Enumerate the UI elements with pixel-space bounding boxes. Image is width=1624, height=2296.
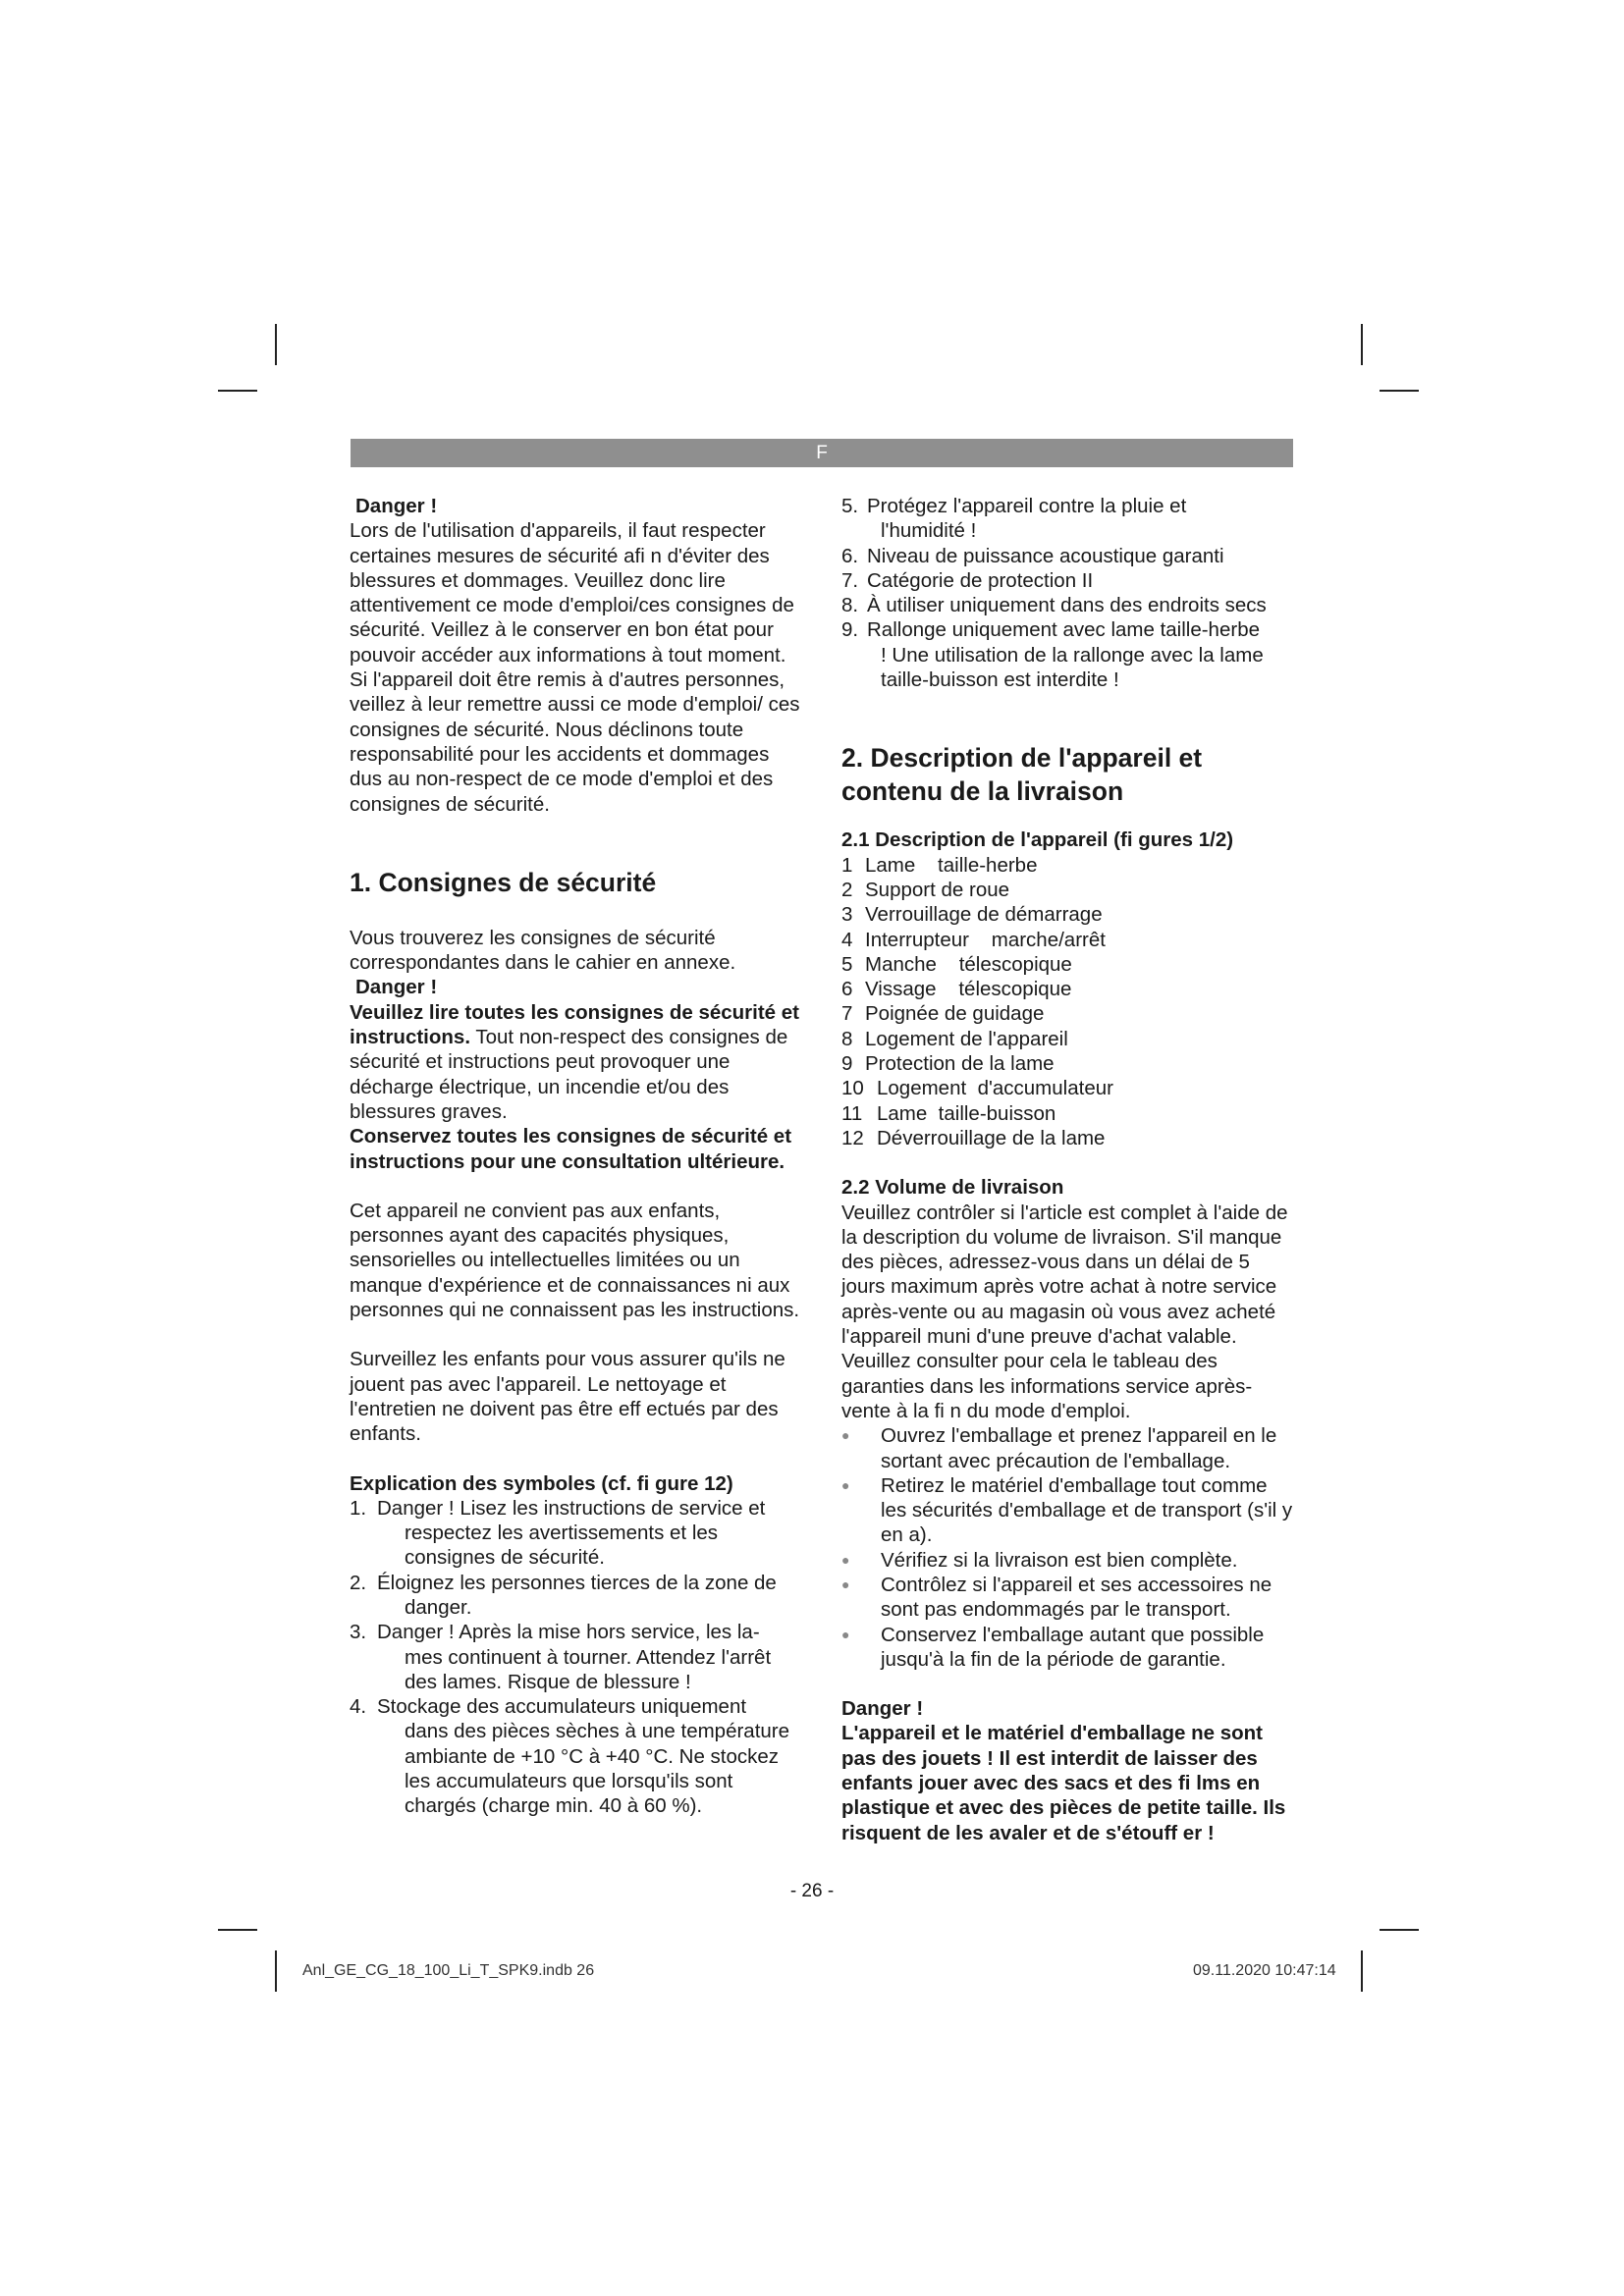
list-item-text: Logement d'accumulateur (877, 1077, 1113, 1100)
list-item (841, 1473, 1295, 1548)
crop-mark (275, 1950, 277, 1992)
list-item (841, 952, 1295, 977)
list-item-number: 1 (841, 853, 853, 877)
crop-mark (1361, 1950, 1363, 1992)
list-item-number: 9. (841, 618, 859, 642)
danger-instructions-text: Tout non-respect des consignes de sécurité et instructions peut provoquer une décharge électrique, un incendie et/ou des blessures graves. (350, 1026, 788, 1123)
danger-instructions-bold: Veuillez lire toutes les consignes de sécurité et instructions. (350, 1000, 800, 1049)
list-item-number: 11 (841, 1101, 863, 1125)
right-column (841, 494, 1295, 1845)
list-item (841, 902, 1295, 927)
list-item-text: Support de roue (865, 878, 1010, 901)
list-item (841, 1101, 1295, 1126)
bullet-icon: ● (841, 1626, 850, 1642)
list-item (841, 593, 1295, 617)
list-item (350, 1571, 804, 1621)
list-item-number: 7. (841, 568, 859, 592)
list-item-number: 2. (350, 1571, 367, 1594)
list-item (841, 617, 1295, 692)
list-item-text: Stockage des accumulateurs uniquement (377, 1695, 747, 1719)
list-item (841, 928, 1295, 952)
subsection-2-2-title: 2.2 Volume de livraison (841, 1176, 1064, 1200)
list-item-text: Niveau de puissance acoustique garanti (867, 544, 1224, 567)
list-item-text: Conservez l'emballage autant que possible jusqu'à la fin de la période de garantie. (881, 1623, 1265, 1671)
list-item-number: 4. (350, 1695, 367, 1719)
list-item-text: Logement de l'appareil (865, 1027, 1068, 1050)
list-item-text: À utiliser uniquement dans des endroits secs (867, 594, 1267, 617)
list-item-text: Vérifiez si la livraison est bien complète. (881, 1548, 1238, 1572)
symbols-list-continued (841, 494, 1295, 692)
list-item (841, 977, 1295, 1001)
language-label: F (816, 443, 828, 463)
list-item-text: Contrôlez si l'appareil et ses accessoires ne sont pas endommagés par le transport. (881, 1573, 1272, 1622)
language-header-bar (351, 439, 1293, 467)
list-item-text: Lame taille-buisson (877, 1101, 1056, 1125)
list-item-text: mes continuent à tourner. Attendez l'arrêt des lames. Risque de blessure ! (405, 1645, 772, 1693)
list-item (841, 1573, 1295, 1623)
list-item (841, 494, 1295, 544)
bullet-icon: ● (841, 1427, 850, 1444)
list-item-text: danger. (405, 1595, 472, 1619)
bullet-icon: ● (841, 1551, 850, 1568)
list-item-number: 3 (841, 903, 853, 927)
crop-mark (275, 324, 277, 365)
list-item-text: Protection de la lame (865, 1052, 1055, 1076)
footer-file-name: Anl_GE_CG_18_100_Li_T_SPK9.indb 26 (302, 1962, 595, 1979)
list-item-text: respectez les avertissements et les consignes de sécurité. (405, 1522, 719, 1570)
danger-title: Danger ! (841, 1697, 924, 1721)
crop-mark (218, 1929, 257, 1931)
list-item-text: Ouvrez l'emballage et prenez l'appareil en le sortant avec précaution de l'emballage. (881, 1424, 1277, 1472)
list-item-number: 3. (350, 1621, 367, 1644)
list-item-text: Retirez le matériel d'emballage tout comme les sécurités d'emballage et de transport (s'il y en a). (881, 1473, 1293, 1547)
subsection-2-1-title: 2.1 Description de l'appareil (fi gures 1/2) (841, 828, 1234, 852)
supervise-paragraph: Surveillez les enfants pour vous assurer qu'ils ne jouent pas avec l'appareil. Le nettoyage et l'entretien ne doivent pas être eff ectués par des enfants. (350, 1348, 785, 1446)
section-1-title: 1. Consignes de sécurité (350, 867, 657, 897)
list-item-text: Protégez l'appareil contre la pluie et (867, 495, 1187, 517)
list-item-text: Vissage télescopique (865, 978, 1072, 1001)
danger-title: Danger ! (355, 976, 438, 999)
list-item-number: 5. (841, 495, 859, 517)
list-item (841, 1027, 1295, 1051)
list-item (841, 1051, 1295, 1076)
list-item-number: 8. (841, 594, 859, 617)
list-item-number: 4 (841, 928, 853, 951)
list-item (350, 1496, 804, 1571)
list-item (841, 1548, 1295, 1573)
symbols-list (350, 1496, 804, 1819)
list-item (841, 853, 1295, 878)
list-item-text: Interrupteur marche/arrêt (865, 928, 1106, 951)
list-item (841, 568, 1295, 593)
crop-mark (1361, 324, 1363, 365)
list-item-text: Déverrouillage de la lame (877, 1126, 1106, 1149)
list-item-number: 6 (841, 978, 853, 1001)
danger-packaging-warning: L'appareil et le matériel d'emballage ne sont pas des jouets ! Il est interdit de laisser des enfants jouer avec des sacs et des fi lms en plastique et avec des pièces de petite taille. Ils risquent de les avaler et de s'étouff er ! (841, 1722, 1286, 1844)
list-item-text: dans des pièces sèches à une température ambiante de +10 °C à +40 °C. Ne stockez les accumulateurs que lorsqu'ils sont chargés (charge min. 40 à 60 %). (405, 1720, 790, 1818)
footer-timestamp: 09.11.2020 10:47:14 (1193, 1962, 1336, 1979)
list-item-number: 10 (841, 1077, 864, 1100)
danger-title: Danger ! (355, 495, 438, 517)
list-item-number: 5 (841, 952, 853, 976)
section-1-intro: Vous trouverez les consignes de sécurité correspondantes dans le cahier en annexe. (350, 926, 736, 975)
left-column (350, 494, 804, 1819)
children-paragraph: Cet appareil ne convient pas aux enfants, personnes ayant des capacités physiques, sensorielles ou intellectuelles limitées ou un manque d'expérience et de connaissances ni aux personnes qui ne connaissent pas les instructions. (350, 1199, 800, 1322)
list-item-text: Danger ! Après la mise hors service, les la- (377, 1621, 760, 1644)
parts-list (841, 853, 1295, 1151)
danger-instructions (350, 1000, 804, 1124)
list-item-number: 6. (841, 544, 859, 567)
delivery-paragraph: Veuillez contrôler si l'article est complet à l'aide de la description du volume de livraison. S'il manque des pièces, adressez-vous dans un délai de 5 jours maximum après votre achat à notre service après-vente ou au magasin où vous avez acheté l'appareil muni d'une preuve d'achat valable. Veuillez consulter pour cela le tableau des garanties dans les informations service après-vente à la fi n du mode d'emploi. (841, 1201, 1288, 1422)
keep-instructions: Conservez toutes les consignes de sécurité et instructions pour une consultation ultérieure. (350, 1125, 792, 1173)
list-item-text: Verrouillage de démarrage (865, 903, 1103, 927)
list-item-text: Lame taille-herbe (865, 853, 1038, 877)
symbols-title: Explication des symboles (cf. fi gure 12) (350, 1471, 733, 1495)
list-item (841, 1001, 1295, 1026)
crop-mark (1380, 1929, 1419, 1931)
list-item (841, 1076, 1295, 1100)
list-item-number: 12 (841, 1126, 864, 1149)
list-item-number: 2 (841, 878, 853, 901)
crop-mark (218, 390, 257, 392)
bullet-icon: ● (841, 1476, 850, 1493)
bullet-icon: ● (841, 1575, 850, 1592)
delivery-bullets (841, 1423, 1295, 1672)
list-item (841, 1126, 1295, 1150)
list-item-number: 1. (350, 1496, 367, 1520)
list-item-text: Rallonge uniquement avec lame taille-herbe (867, 618, 1260, 642)
list-item-text: Éloignez les personnes tierces de la zone de (377, 1571, 777, 1594)
list-item (841, 878, 1295, 902)
list-item (841, 1623, 1295, 1673)
list-item (350, 1694, 804, 1818)
list-item-number: 9 (841, 1052, 853, 1076)
list-item-text: l'humidité ! (881, 519, 977, 543)
danger-paragraph: Lors de l'utilisation d'appareils, il faut respecter certaines mesures de sécurité afi n d'éviter des blessures et dommages. Veuillez donc lire attentivement ce mode d'emploi/ces consignes de sécurité. Veillez à le conserver en bon état pour pouvoir accéder aux informations à tout moment. Si l'appareil doit être remis à d'autres personnes, veillez à leur remettre aussi ce mode d'emploi/ ces consignes de sécurité. Nous déclinons toute responsabilité pour les accidents et dommages dus au non-respect de ce mode d'emploi et des consignes de sécurité. (350, 519, 800, 816)
page-number: - 26 - (789, 1881, 835, 1901)
section-2-title: 2. Description de l'appareil et contenu de la livraison (841, 743, 1203, 807)
list-item-number: 7 (841, 1002, 853, 1026)
list-item-text: Danger ! Lisez les instructions de service et (377, 1496, 766, 1520)
list-item (350, 1620, 804, 1694)
list-item (841, 544, 1295, 568)
list-item-text: ! Une utilisation de la rallonge avec la lame taille-buisson est interdite ! (881, 643, 1264, 692)
list-item-number: 8 (841, 1027, 853, 1050)
crop-mark (1380, 390, 1419, 392)
list-item-text: Manche télescopique (865, 952, 1072, 976)
list-item (841, 1423, 1295, 1473)
list-item-text: Catégorie de protection II (867, 568, 1094, 592)
list-item-text: Poignée de guidage (865, 1002, 1045, 1026)
